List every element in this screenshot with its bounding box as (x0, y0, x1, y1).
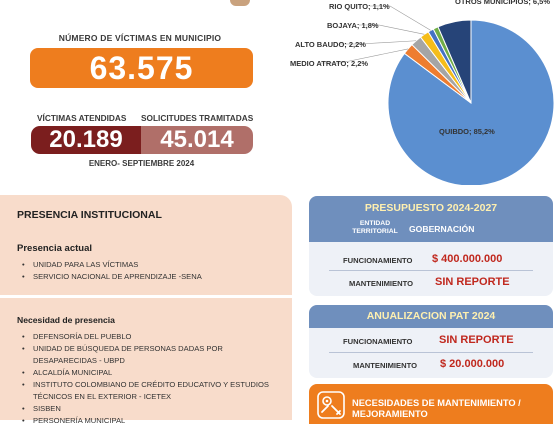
pat-body (309, 328, 553, 378)
entity-label: ENTIDAD TERRITORIAL (352, 220, 398, 235)
list-item: • PERSONERÍA MUNICIPAL (33, 415, 283, 427)
attended-value: 20.189 (31, 126, 141, 154)
budget-funcionamiento-label: FUNCIONAMIENTO (343, 256, 413, 265)
decorative-stripe (230, 0, 250, 6)
maintenance-icon (316, 390, 346, 420)
list-item: • ALCALDÍA MUNICIPAL (33, 367, 283, 379)
pat-mantenimiento-value: $ 20.000.000 (440, 358, 505, 370)
budget-body (309, 242, 553, 296)
list-item: • SERVICIO NACIONAL DE APRENDIZAJE -SENA (33, 271, 293, 283)
pat-header: ANUALIZACION PAT 2024 (309, 305, 553, 328)
budget-title: PRESUPUESTO 2024-2027 (364, 202, 498, 214)
pie-label-rio-quito: RIO QUITO; 1,1% (329, 2, 390, 11)
needed-list (17, 331, 283, 427)
budget-header (309, 196, 553, 242)
budget-mantenimiento-value: SIN REPORTE (435, 276, 510, 288)
list-item: • UNIDAD PARA LAS VÍCTIMAS (33, 259, 293, 271)
presence-title: PRESENCIA INSTITUCIONAL (17, 209, 162, 221)
requests-label: SOLICITUDES TRAMITADAS (141, 113, 254, 123)
needs-title: NECESIDADES DE MANTENIMIENTO / MEJORAMIENTO (352, 398, 521, 419)
requests-value: 45.014 (141, 126, 253, 154)
pat-mantenimiento-label: MANTENIMIENTO (353, 361, 417, 370)
pie-label-bojaya: BOJAYA; 1,8% (327, 21, 379, 30)
present-list (17, 259, 293, 283)
pat-funcionamiento-value: SIN REPORTE (439, 334, 514, 346)
victims-title: NÚMERO DE VÍCTIMAS EN MUNICIPIO (58, 33, 222, 43)
list-item: • SISBEN (33, 403, 283, 415)
list-item: • UNIDAD DE BÚSQUEDA DE PERSONAS DADAS POR DESAPARECIDAS - UBPD (33, 343, 283, 367)
municipality-pie-chart (280, 0, 560, 185)
budget-funcionamiento-value: $ 400.000.000 (432, 253, 503, 265)
divider (329, 270, 533, 271)
needed-title: Necesidad de presencia (17, 315, 115, 325)
list-item: • INSTITUTO COLOMBIANO DE CRÉDITO EDUCATIVO Y ESTUDIOS TÉCNICOS EN EL EXTERIOR - ICETEX (33, 379, 283, 403)
period-label: ENERO- SEPTIEMBRE 2024 (88, 159, 195, 168)
present-title: Presencia actual (17, 243, 92, 254)
pie-label-medio-atrato: MEDIO ATRATO; 2,2% (290, 59, 369, 68)
budget-mantenimiento-label: MANTENIMIENTO (349, 279, 413, 288)
pie-label-quibdo: QUIBDO; 85,2% (439, 127, 495, 136)
pie-label-alto-baudo: ALTO BAUDO; 2,2% (295, 40, 366, 49)
attended-label: VÍCTIMAS ATENDIDAS (37, 113, 127, 123)
divider (329, 352, 533, 353)
pie-label-otros: OTROS MUNICIPIOS; 6,5% (455, 0, 551, 6)
pat-funcionamiento-label: FUNCIONAMIENTO (343, 337, 413, 346)
victims-total: 63.575 (30, 48, 253, 88)
entity-value: GOBERNACIÓN (409, 224, 475, 234)
list-item: • DEFENSORÍA DEL PUEBLO (33, 331, 283, 343)
